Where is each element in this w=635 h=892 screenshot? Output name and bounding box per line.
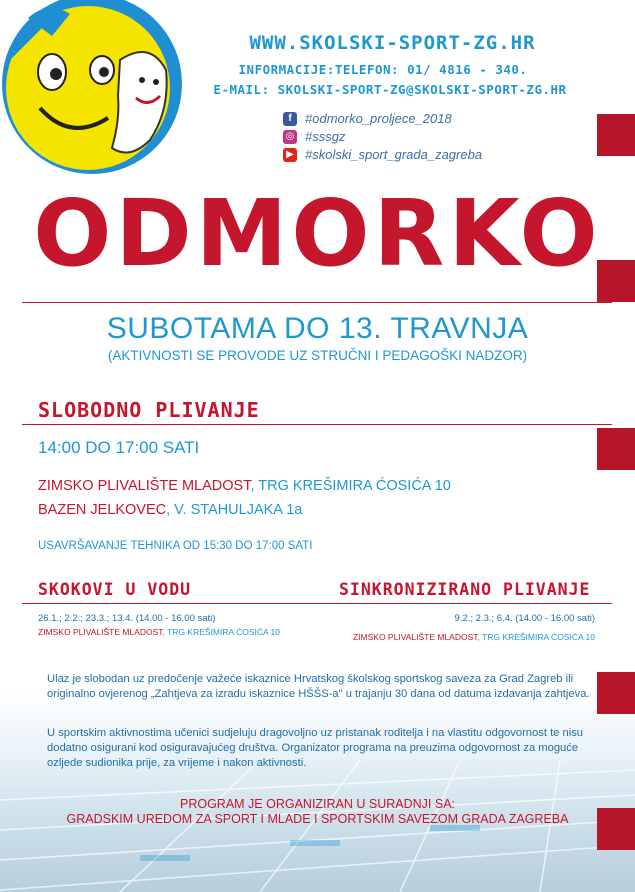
title-divider	[22, 302, 612, 303]
synchro-heading: SINKRONIZIRANO PLIVANJE	[339, 580, 591, 599]
diving-venue	[38, 627, 280, 637]
venue-address: , TRG KREŠIMIRA ĆOSIĆA 10	[477, 632, 595, 642]
venue-address: , TRG KREŠIMIRA ĆOSIĆA 10	[162, 627, 281, 637]
social-facebook[interactable]	[283, 111, 452, 126]
side-tab	[597, 672, 635, 714]
venue-mladost	[38, 478, 451, 494]
facebook-hashtag: #odmorko_proljece_2018	[305, 111, 452, 126]
synchro-venue	[353, 632, 595, 642]
phone-info: INFORMACIJE:TELEFON: 01/ 4816 - 340.	[238, 62, 528, 77]
instagram-icon: ◎	[283, 130, 297, 144]
diving-heading: SKOKOVI U VODU	[38, 580, 192, 599]
footer-line-1: PROGRAM JE ORGANIZIRAN U SURADNJI SA:	[179, 797, 456, 811]
footer-line-2: GRADSKIM UREDOM ZA SPORT I MLADE I SPORTSKIM SAVEZOM GRADA ZAGREBA	[66, 812, 569, 826]
section-divider	[22, 603, 612, 604]
youtube-hashtag: #skolski_sport_grada_zagreba	[305, 147, 483, 162]
website-url[interactable]: WWW.SKOLSKI-SPORT-ZG.HR	[249, 32, 536, 54]
section-divider	[22, 424, 612, 425]
social-youtube[interactable]	[283, 147, 482, 162]
youtube-icon: ▶	[283, 148, 297, 162]
venue-name: ZIMSKO PLIVALIŠTE MLADOST	[38, 478, 251, 494]
subtitle: SUBOTAMA DO 13. TRAVNJA	[106, 312, 529, 345]
swimming-heading: SLOBODNO PLIVANJE	[38, 398, 260, 422]
social-instagram[interactable]	[283, 129, 345, 144]
venue-name: ZIMSKO PLIVALIŠTE MLADOST	[352, 632, 478, 642]
entry-notice: Ulaz je slobodan uz predočenje važeće iskaznice Hrvatskog školskog sportskog saveza za Grad Zagreb ili originalno ovjerenog „Zahtjeva za izradu iskaznice HŠŠS-a" u trajanju 30 dana od datuma izdavanja zahtjeva.	[47, 673, 590, 700]
liability-notice: U sportskim aktivnostima učenici sudjeluju dragovoljno uz pristanak roditelja i na vlastitu odgovornost te nisu dodatno osigurani kod osiguravajućeg društva. Organizator programa na preuzima odgovornost za moguće ozljede sudionika prije, za vrijeme i nakon aktivnosti.	[47, 727, 584, 769]
page-title: ODMORKO	[33, 180, 602, 287]
venue-name: BAZEN JELKOVEC	[38, 502, 167, 518]
instagram-hashtag: #sssgz	[305, 129, 346, 144]
email-info[interactable]: E-MAIL: SKOLSKI-SPORT-ZG@SKOLSKI-SPORT-ZG.HR	[213, 82, 567, 97]
facebook-icon: f	[283, 112, 297, 126]
subtitle-note: (AKTIVNOSTI SE PROVODE UZ STRUČNI I PEDAGOŠKI NADZOR)	[107, 348, 528, 363]
venue-name: ZIMSKO PLIVALIŠTE MLADOST	[38, 627, 163, 637]
synchro-dates: 9.2.; 2.3.; 6.4. (14.00 - 16.00 sati)	[454, 613, 595, 624]
side-tab	[597, 114, 635, 156]
training-note: USAVRŠAVANJE TEHNIKA OD 15:30 DO 17:00 SATI	[38, 540, 313, 552]
venue-jelkovec	[38, 502, 302, 518]
mascot-logo	[0, 0, 190, 178]
swimming-time: 14:00 DO 17:00 SATI	[38, 438, 200, 457]
diving-dates: 26.1.; 2.2.; 23.3.; 13.4. (14.00 - 16.00 sati)	[38, 613, 216, 624]
pool-lanes-graphic	[0, 760, 635, 892]
venue-address: , V. STAHULJAKA 1a	[166, 502, 303, 518]
side-tab	[597, 428, 635, 470]
venue-address: , TRG KREŠIMIRA ĆOSIĆA 10	[250, 478, 451, 494]
